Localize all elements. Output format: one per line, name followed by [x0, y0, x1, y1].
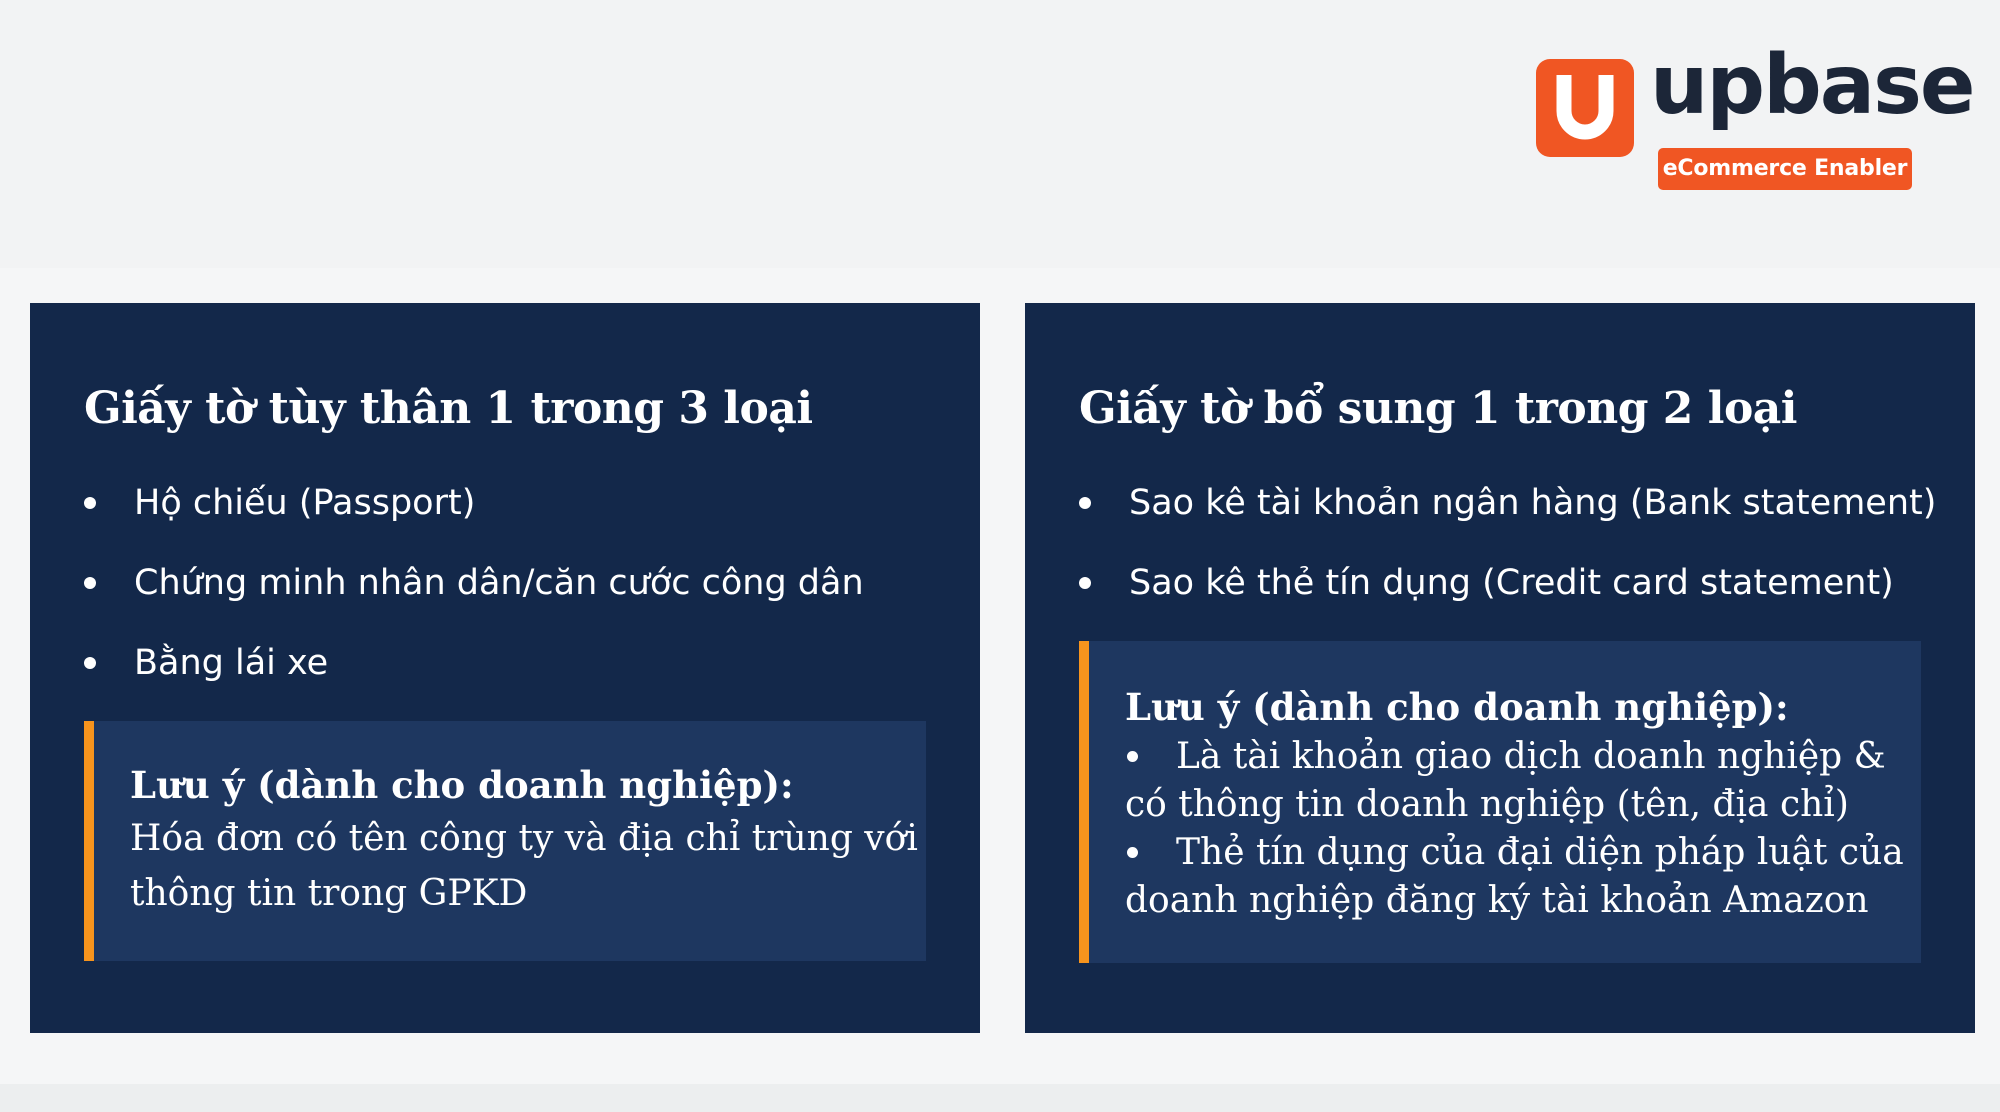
list-item-text: Chứng minh nhân dân/căn cước công dân	[134, 563, 864, 603]
bullet-icon	[1079, 577, 1091, 589]
business-note-box	[84, 721, 926, 961]
note-line	[1125, 829, 1921, 877]
bullet-icon	[84, 577, 96, 589]
card-title: Giấy tờ bổ sung 1 trong 2 loại	[1079, 383, 1798, 434]
list-item	[1079, 561, 1936, 641]
list-item	[1079, 481, 1936, 561]
bullet-list	[1079, 481, 1936, 641]
footer-band	[0, 1084, 2000, 1112]
note-title: Lưu ý (dành cho doanh nghiệp):	[130, 763, 794, 807]
list-item-text: Sao kê tài khoản ngân hàng (Bank statement)	[1129, 483, 1937, 523]
list-item-text: Bằng lái xe	[134, 643, 329, 683]
upbase-logo	[1536, 38, 1974, 197]
note-line: có thông tin doanh nghiệp (tên, địa chỉ)	[1125, 784, 1849, 825]
note-line: doanh nghiệp đăng ký tài khoản Amazon	[1125, 880, 1869, 921]
identity-documents-card	[30, 303, 980, 1033]
list-item	[84, 481, 864, 561]
logo-wordmark: upbase	[1650, 38, 1974, 133]
note-line	[1125, 733, 1921, 781]
note-line: Hóa đơn có tên công ty và địa chỉ trùng với	[130, 818, 918, 859]
supplementary-documents-card	[1025, 303, 1975, 1033]
note-title: Lưu ý (dành cho doanh nghiệp):	[1125, 685, 1789, 729]
u-letter-icon	[1536, 59, 1634, 157]
note-line: thông tin trong GPKD	[130, 873, 528, 914]
list-item-text: Hộ chiếu (Passport)	[134, 483, 476, 523]
list-item-text: Sao kê thẻ tín dụng (Credit card statement)	[1129, 563, 1894, 603]
bullet-icon	[84, 657, 96, 669]
note-text: Thẻ tín dụng của đại diện pháp luật của	[1176, 832, 1904, 873]
bullet-icon	[84, 497, 96, 509]
card-title: Giấy tờ tùy thân 1 trong 3 loại	[84, 383, 813, 434]
bullet-list	[84, 481, 864, 721]
bullet-icon	[1127, 751, 1138, 762]
list-item	[84, 561, 864, 641]
business-note-box	[1079, 641, 1921, 963]
bullet-icon	[1127, 847, 1138, 858]
logo-tagline: eCommerce Enabler	[1658, 148, 1912, 190]
note-text: Là tài khoản giao dịch doanh nghiệp &	[1176, 736, 1886, 777]
list-item	[84, 641, 864, 721]
note-text	[130, 811, 926, 921]
bullet-icon	[1079, 497, 1091, 509]
